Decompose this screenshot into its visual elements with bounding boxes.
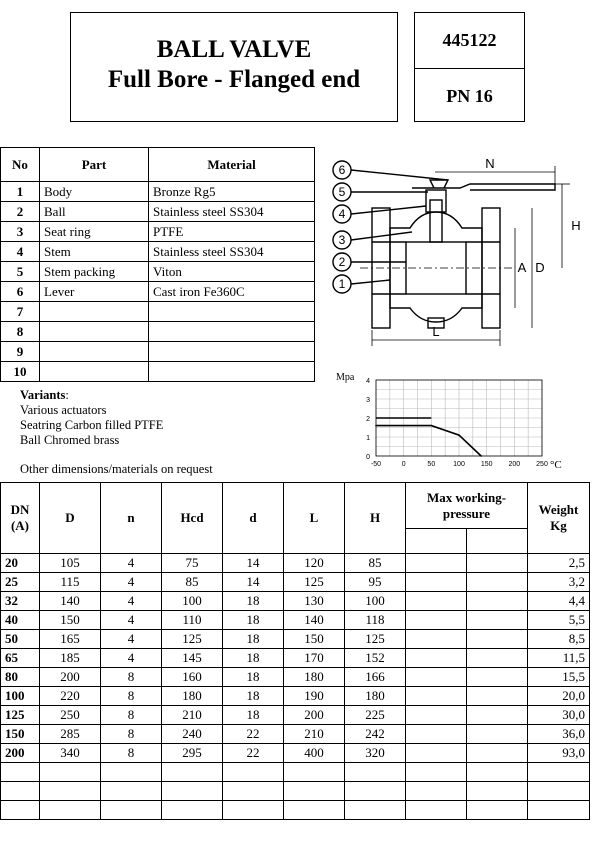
dims-cell-d: 105	[40, 554, 101, 573]
parts-row	[1, 322, 315, 342]
parts-cell-part: Body	[40, 182, 149, 202]
chart-y-tick: 2	[366, 416, 370, 423]
chart-y-tick: 1	[366, 435, 370, 442]
dim-label-a: A	[517, 260, 527, 275]
dims-cell-d: 185	[40, 649, 101, 668]
dims-cell-empty	[345, 801, 406, 820]
parts-cell-material	[149, 322, 315, 342]
dims-cell-dn: 150	[1, 725, 40, 744]
dims-cell-n: 8	[101, 744, 162, 763]
dims-cell-n: 4	[101, 630, 162, 649]
pressure-temperature-chart	[334, 368, 574, 472]
valve-drawing	[320, 150, 600, 360]
chart-y-tick: 0	[366, 454, 370, 461]
callout-4: 4	[338, 207, 346, 221]
dims-row	[1, 744, 590, 763]
dims-cell-pressure	[467, 592, 528, 611]
header-d-big: D	[40, 483, 101, 554]
dims-cell-n: 8	[101, 668, 162, 687]
dims-cell-w: 4,4	[528, 592, 590, 611]
callout-3: 3	[338, 233, 346, 247]
header-weight	[528, 483, 590, 554]
parts-header-no: No	[1, 148, 40, 182]
dims-cell-empty	[223, 801, 284, 820]
variants-section: Variants: Various actuators Seatring Carbon filled PTFE Ball Chromed brass	[20, 388, 164, 447]
dims-cell-dn: 125	[1, 706, 40, 725]
callout-5: 5	[338, 185, 346, 199]
dims-cell-empty	[467, 763, 528, 782]
parts-cell-material: Viton	[149, 262, 315, 282]
dims-cell-hcd: 240	[162, 725, 223, 744]
dims-cell-pressure	[467, 687, 528, 706]
chart-ylabel: Mpa	[336, 372, 355, 383]
dims-row	[1, 630, 590, 649]
dims-cell-d: 22	[223, 744, 284, 763]
dims-cell-n: 8	[101, 687, 162, 706]
callout-6: 6	[338, 163, 346, 177]
dims-cell-empty	[467, 782, 528, 801]
dims-cell-dn: 40	[1, 611, 40, 630]
dims-cell-hcd: 100	[162, 592, 223, 611]
dims-cell-d: 18	[223, 668, 284, 687]
dims-cell-w: 11,5	[528, 649, 590, 668]
dims-cell-empty	[223, 763, 284, 782]
dims-cell-d: 22	[223, 725, 284, 744]
dims-cell-empty	[40, 801, 101, 820]
dims-cell-pressure	[467, 630, 528, 649]
parts-cell-no: 6	[1, 282, 40, 302]
dims-cell-empty	[528, 801, 590, 820]
dims-cell-hcd: 75	[162, 554, 223, 573]
dims-cell-d: 18	[223, 649, 284, 668]
dims-cell-empty	[162, 763, 223, 782]
header-l: L	[284, 483, 345, 554]
dims-cell-pressure	[467, 611, 528, 630]
dims-cell-n: 4	[101, 611, 162, 630]
valve-stem	[426, 190, 446, 212]
dims-cell-hcd: 160	[162, 668, 223, 687]
header-h: H	[345, 483, 406, 554]
dims-row	[1, 592, 590, 611]
dims-row-empty	[1, 782, 590, 801]
parts-header-material: Material	[149, 148, 315, 182]
dims-cell-h: 118	[345, 611, 406, 630]
code-box	[414, 12, 525, 122]
parts-table	[0, 147, 315, 382]
dims-cell-dn: 25	[1, 573, 40, 592]
dim-label-h: H	[571, 218, 581, 233]
dims-row	[1, 573, 590, 592]
dims-cell-d: 220	[40, 687, 101, 706]
parts-cell-part	[40, 322, 149, 342]
parts-cell-no: 1	[1, 182, 40, 202]
title-line2: Full Bore - Flanged end	[107, 66, 361, 93]
dims-cell-pressure	[406, 649, 467, 668]
dims-cell-empty	[528, 782, 590, 801]
header-weight-unit: Kg	[550, 518, 567, 533]
dims-cell-d: 18	[223, 687, 284, 706]
chart-y-tick: 3	[366, 397, 370, 404]
dims-cell-dn: 80	[1, 668, 40, 687]
product-code: 445122	[415, 13, 524, 69]
header-n: n	[101, 483, 162, 554]
parts-header-part: Part	[40, 148, 149, 182]
dims-cell-h: 242	[345, 725, 406, 744]
dims-cell-empty	[1, 763, 40, 782]
dims-cell-d: 18	[223, 592, 284, 611]
dims-cell-empty	[1, 801, 40, 820]
dims-row	[1, 554, 590, 573]
dims-cell-dn: 100	[1, 687, 40, 706]
chart-x-tick: 200	[508, 461, 521, 468]
dims-cell-l: 130	[284, 592, 345, 611]
parts-cell-part	[40, 362, 149, 382]
dims-cell-h: 152	[345, 649, 406, 668]
dims-cell-pressure	[406, 611, 467, 630]
variant-item: Seatring Carbon filled PTFE	[20, 418, 164, 432]
dims-cell-n: 4	[101, 649, 162, 668]
dims-cell-hcd: 180	[162, 687, 223, 706]
dims-row	[1, 668, 590, 687]
dims-cell-empty	[101, 782, 162, 801]
dims-cell-empty	[406, 782, 467, 801]
parts-cell-part: Seat ring	[40, 222, 149, 242]
header-max-working-pressure: Max working-pressure	[406, 483, 528, 529]
parts-row	[1, 342, 315, 362]
chart-series-line	[376, 426, 481, 456]
header-dn-unit: (A)	[10, 518, 30, 533]
dims-cell-l: 190	[284, 687, 345, 706]
parts-cell-part: Stem packing	[40, 262, 149, 282]
header-dn-label: DN	[10, 502, 30, 517]
dims-cell-empty	[162, 801, 223, 820]
dims-cell-n: 8	[101, 706, 162, 725]
dims-cell-hcd: 125	[162, 630, 223, 649]
dims-cell-pressure	[467, 668, 528, 687]
chart-y-tick: 4	[366, 378, 370, 385]
parts-row	[1, 282, 315, 302]
parts-cell-no: 8	[1, 322, 40, 342]
parts-cell-no: 10	[1, 362, 40, 382]
dims-cell-pressure	[406, 573, 467, 592]
dims-cell-h: 166	[345, 668, 406, 687]
dims-cell-pressure	[467, 649, 528, 668]
parts-cell-no: 9	[1, 342, 40, 362]
parts-cell-no: 7	[1, 302, 40, 322]
parts-row	[1, 222, 315, 242]
dims-cell-n: 4	[101, 554, 162, 573]
dims-cell-empty	[345, 763, 406, 782]
parts-cell-no: 5	[1, 262, 40, 282]
dims-cell-w: 8,5	[528, 630, 590, 649]
header-d: d	[223, 483, 284, 554]
dims-cell-l: 125	[284, 573, 345, 592]
parts-cell-material: PTFE	[149, 222, 315, 242]
dims-cell-hcd: 145	[162, 649, 223, 668]
parts-cell-no: 4	[1, 242, 40, 262]
dims-cell-empty	[101, 801, 162, 820]
parts-cell-material: Bronze Rg5	[149, 182, 315, 202]
dims-cell-pressure	[406, 744, 467, 763]
parts-cell-material: Stainless steel SS304	[149, 242, 315, 262]
header-mwp-col2	[467, 529, 528, 554]
header-weight-label: Weight	[538, 502, 579, 517]
dims-row	[1, 706, 590, 725]
variants-title: Variants	[20, 388, 66, 402]
dims-cell-pressure	[406, 592, 467, 611]
header-dn	[1, 483, 40, 554]
dims-row	[1, 725, 590, 744]
chart-point	[375, 425, 377, 427]
variant-item: Ball Chromed brass	[20, 433, 120, 447]
dims-cell-empty	[284, 782, 345, 801]
callout-1: 1	[338, 277, 346, 291]
dims-cell-empty	[223, 782, 284, 801]
dims-cell-d: 285	[40, 725, 101, 744]
dimensions-table	[0, 482, 590, 820]
dims-cell-l: 150	[284, 630, 345, 649]
dims-cell-l: 210	[284, 725, 345, 744]
dims-row	[1, 649, 590, 668]
dims-cell-dn: 20	[1, 554, 40, 573]
dims-cell-pressure	[467, 573, 528, 592]
dims-cell-pressure	[467, 725, 528, 744]
dims-cell-d: 200	[40, 668, 101, 687]
parts-cell-material: Cast iron Fe360C	[149, 282, 315, 302]
dims-cell-h: 95	[345, 573, 406, 592]
dims-cell-l: 180	[284, 668, 345, 687]
dims-cell-n: 4	[101, 592, 162, 611]
dims-cell-hcd: 295	[162, 744, 223, 763]
valve-body	[390, 212, 482, 322]
parts-cell-part: Lever	[40, 282, 149, 302]
pressure-rating: PN 16	[446, 86, 493, 106]
dims-cell-pressure	[467, 706, 528, 725]
dims-cell-h: 125	[345, 630, 406, 649]
dims-cell-w: 3,2	[528, 573, 590, 592]
dims-cell-d: 18	[223, 706, 284, 725]
dims-cell-empty	[467, 801, 528, 820]
dims-cell-w: 93,0	[528, 744, 590, 763]
dims-cell-d: 150	[40, 611, 101, 630]
dims-cell-pressure	[406, 706, 467, 725]
dims-cell-w: 36,0	[528, 725, 590, 744]
dims-cell-l: 140	[284, 611, 345, 630]
dims-cell-pressure	[406, 630, 467, 649]
dims-cell-h: 85	[345, 554, 406, 573]
parts-row	[1, 262, 315, 282]
dims-cell-w: 2,5	[528, 554, 590, 573]
header-hcd: Hcd	[162, 483, 223, 554]
parts-cell-no: 2	[1, 202, 40, 222]
chart-point	[480, 455, 482, 457]
dims-cell-empty	[284, 801, 345, 820]
parts-cell-material	[149, 342, 315, 362]
chart-x-tick: 100	[453, 461, 465, 468]
parts-cell-material	[149, 362, 315, 382]
chart-xlabel: °C	[550, 459, 562, 471]
dims-cell-hcd: 85	[162, 573, 223, 592]
title-box	[70, 12, 398, 122]
dims-cell-d: 14	[223, 573, 284, 592]
dims-row-empty	[1, 763, 590, 782]
dims-row	[1, 687, 590, 706]
dims-cell-hcd: 210	[162, 706, 223, 725]
dims-cell-d: 18	[223, 630, 284, 649]
parts-cell-part	[40, 342, 149, 362]
dim-label-n: N	[485, 156, 495, 171]
dims-cell-d: 165	[40, 630, 101, 649]
dims-row	[1, 611, 590, 630]
dims-cell-w: 30,0	[528, 706, 590, 725]
parts-cell-no: 3	[1, 222, 40, 242]
dims-cell-d: 340	[40, 744, 101, 763]
dims-cell-pressure	[406, 687, 467, 706]
dims-cell-empty	[284, 763, 345, 782]
parts-row	[1, 182, 315, 202]
parts-cell-material	[149, 302, 315, 322]
dims-cell-d: 14	[223, 554, 284, 573]
dim-label-l: L	[432, 324, 440, 339]
dims-cell-empty	[162, 782, 223, 801]
dims-cell-empty	[40, 763, 101, 782]
dims-cell-h: 180	[345, 687, 406, 706]
title-line1: BALL VALVE	[156, 36, 312, 63]
dims-cell-empty	[345, 782, 406, 801]
request-note: Other dimensions/materials on request	[20, 462, 213, 476]
parts-row	[1, 202, 315, 222]
dims-row-empty	[1, 801, 590, 820]
dims-cell-w: 20,0	[528, 687, 590, 706]
dims-cell-empty	[406, 801, 467, 820]
chart-point	[458, 434, 460, 436]
callout-2: 2	[338, 255, 346, 269]
dims-cell-empty	[1, 782, 40, 801]
parts-row	[1, 242, 315, 262]
chart-x-tick: 150	[480, 461, 493, 468]
dims-cell-d: 140	[40, 592, 101, 611]
dims-cell-pressure	[467, 554, 528, 573]
chart-x-tick: -50	[370, 461, 382, 468]
dims-cell-dn: 32	[1, 592, 40, 611]
dims-cell-empty	[101, 763, 162, 782]
dims-cell-dn: 50	[1, 630, 40, 649]
dims-cell-pressure	[406, 668, 467, 687]
parts-cell-part	[40, 302, 149, 322]
parts-row	[1, 302, 315, 322]
dims-cell-h: 225	[345, 706, 406, 725]
header-mwp-col1	[406, 529, 467, 554]
dims-cell-empty	[528, 763, 590, 782]
dims-cell-empty	[406, 763, 467, 782]
dims-cell-dn: 65	[1, 649, 40, 668]
dims-cell-pressure	[467, 744, 528, 763]
chart-x-tick: 50	[427, 461, 436, 468]
dims-cell-l: 400	[284, 744, 345, 763]
dims-cell-dn: 200	[1, 744, 40, 763]
chart-x-tick: 0	[401, 461, 406, 468]
chart-point	[431, 425, 433, 427]
dims-cell-d: 115	[40, 573, 101, 592]
variant-item: Various actuators	[20, 403, 107, 417]
dims-cell-pressure	[406, 554, 467, 573]
dims-cell-w: 15,5	[528, 668, 590, 687]
dims-cell-empty	[40, 782, 101, 801]
dims-cell-d: 250	[40, 706, 101, 725]
dims-cell-n: 8	[101, 725, 162, 744]
dims-cell-l: 120	[284, 554, 345, 573]
dims-cell-w: 5,5	[528, 611, 590, 630]
dims-cell-l: 200	[284, 706, 345, 725]
dims-cell-h: 100	[345, 592, 406, 611]
dims-cell-n: 4	[101, 573, 162, 592]
dims-cell-l: 170	[284, 649, 345, 668]
dims-cell-h: 320	[345, 744, 406, 763]
parts-cell-material: Stainless steel SS304	[149, 202, 315, 222]
dims-cell-d: 18	[223, 611, 284, 630]
parts-cell-part: Ball	[40, 202, 149, 222]
parts-row	[1, 362, 315, 382]
chart-x-tick: 250	[536, 461, 548, 468]
dim-label-d: D	[535, 260, 545, 275]
parts-cell-part: Stem	[40, 242, 149, 262]
dims-cell-pressure	[406, 725, 467, 744]
dims-cell-hcd: 110	[162, 611, 223, 630]
